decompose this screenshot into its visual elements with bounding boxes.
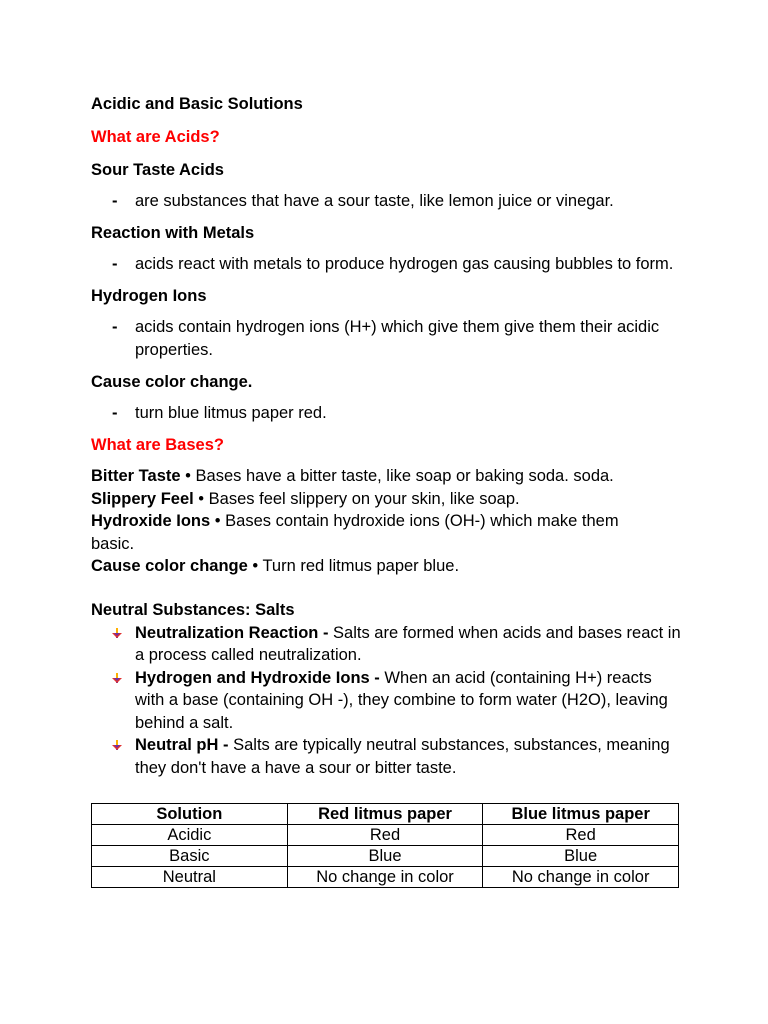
table-header-row xyxy=(92,804,679,825)
base-property-text: Bases have a bitter taste, like soap or baking soda. soda. xyxy=(195,467,614,485)
acid-section-heading: Hydrogen Ions xyxy=(91,287,207,305)
bullet-separator: • xyxy=(210,512,226,530)
table-cell: Red xyxy=(287,825,483,846)
table-cell: Basic xyxy=(92,846,288,867)
table-cell: Red xyxy=(483,825,679,846)
table-cell: Blue xyxy=(483,846,679,867)
base-property-text: Turn red litmus paper blue. xyxy=(262,557,460,575)
base-property-text: Bases contain hydroxide ions (OH-) which make them basic. xyxy=(91,512,619,553)
list-item xyxy=(91,402,681,425)
list-item-text xyxy=(135,667,681,735)
acid-section-heading: Cause color change. xyxy=(91,373,253,391)
base-property-term: Cause color change xyxy=(91,557,248,575)
arrow-bullet-icon xyxy=(91,667,135,735)
table-cell: Acidic xyxy=(92,825,288,846)
dash-bullet: - xyxy=(112,404,118,422)
base-property-line xyxy=(91,510,666,555)
list-item-text xyxy=(135,622,681,667)
acid-section xyxy=(91,157,681,213)
litmus-table xyxy=(91,803,679,888)
document-title: Acidic and Basic Solutions xyxy=(91,95,303,113)
list-item xyxy=(91,734,681,779)
bullet-separator: • xyxy=(180,467,196,485)
arrow-bullet-icon xyxy=(91,734,135,779)
dash-bullet: - xyxy=(112,255,118,273)
base-property-text: Bases feel slippery on your skin, like soap. xyxy=(208,489,520,508)
dash-bullet: - xyxy=(112,318,118,336)
bases-properties xyxy=(91,465,681,578)
salt-term: Neutral pH - xyxy=(135,736,229,754)
list-item-text: acids contain hydrogen ions (H+) which give them give them their acidic properties. xyxy=(135,318,660,359)
list-item-text: acids react with metals to produce hydrogen gas causing bubbles to form. xyxy=(135,255,674,273)
salt-term: Neutralization Reaction - xyxy=(135,623,329,642)
salts-list xyxy=(91,622,681,780)
bullet-separator: • xyxy=(193,489,209,508)
table-row xyxy=(92,846,679,867)
column-header-red-litmus: Red litmus paper xyxy=(287,804,483,825)
column-header-blue-litmus: Blue litmus paper xyxy=(483,804,679,825)
salt-term: Hydrogen and Hydroxide Ions - xyxy=(135,668,380,687)
salt-text: Salts are formed when acids and bases react in a process called neutralization. xyxy=(135,623,681,664)
base-property-term: Slippery Feel xyxy=(91,489,194,508)
arrow-bullet-icon xyxy=(91,622,135,667)
list-item xyxy=(91,316,681,362)
table-cell: No change in color xyxy=(483,867,679,888)
dash-bullet: - xyxy=(112,192,118,210)
document-body xyxy=(91,91,681,888)
table-row xyxy=(92,867,679,888)
base-property-line xyxy=(91,555,681,578)
table-cell: Neutral xyxy=(92,867,288,888)
acids-heading: What are Acids? xyxy=(91,128,220,146)
list-item-text xyxy=(135,734,681,779)
table-row xyxy=(92,825,679,846)
table-cell: Blue xyxy=(287,846,483,867)
list-item xyxy=(91,622,681,667)
bases-heading: What are Bases? xyxy=(91,436,224,454)
acid-section xyxy=(91,369,681,425)
list-item-text: turn blue litmus paper red. xyxy=(135,404,327,422)
list-item-text: are substances that have a sour taste, like lemon juice or vinegar. xyxy=(135,192,614,210)
table-cell: No change in color xyxy=(287,867,483,888)
column-header-solution: Solution xyxy=(92,804,288,825)
list-item xyxy=(91,667,681,735)
base-property-term: Bitter Taste xyxy=(91,467,181,485)
base-property-term: Hydroxide Ions xyxy=(91,512,211,530)
acid-section-heading: Sour Taste Acids xyxy=(91,161,224,179)
salts-heading: Neutral Substances: Salts xyxy=(91,600,295,619)
list-item xyxy=(91,190,681,213)
bullet-separator: • xyxy=(247,557,263,575)
list-item xyxy=(91,253,681,276)
acid-section-heading: Reaction with Metals xyxy=(91,224,255,242)
salt-text: When an acid (containing H+) reacts with a base (containing OH -), they combine to form water (H2O), leaving behind a salt. xyxy=(135,668,668,732)
acid-section xyxy=(91,220,681,276)
base-property-line xyxy=(91,465,681,488)
acid-section xyxy=(91,283,681,362)
salt-text: Salts are typically neutral substances, substances, meaning they don't have a have a sour or bitter taste. xyxy=(135,736,670,777)
base-property-line xyxy=(91,488,681,511)
